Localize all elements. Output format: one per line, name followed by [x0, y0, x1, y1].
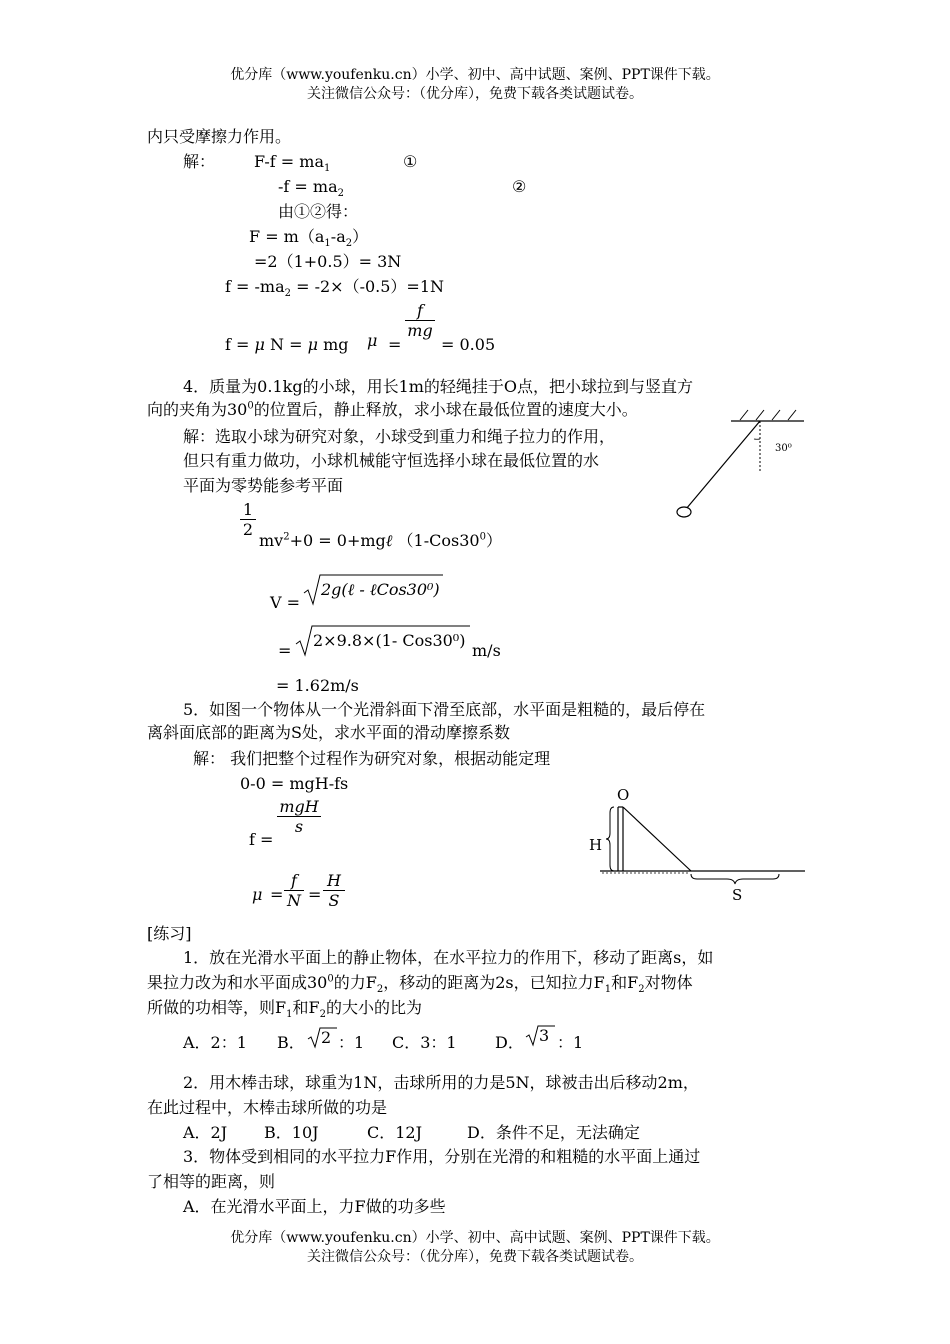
- footer-line-2: 关注微信公众号：（优分库），免费下载各类试题试卷。: [307, 1249, 643, 1265]
- incline-diagram: [580, 783, 810, 908]
- practice-title: [练习]: [147, 924, 192, 943]
- f-label: f =: [249, 830, 274, 849]
- velocity-label: V =: [270, 593, 301, 612]
- p1-option-c: C．3：1: [392, 1033, 457, 1052]
- mu-equals-2: =: [308, 885, 322, 904]
- equals-sign: =: [388, 335, 402, 354]
- velocity-result: = 1.62m/s: [276, 676, 359, 695]
- p3-line-1: 3．物体受到相同的水平拉力F作用，分别在光滑的和粗糙的水平面上通过: [183, 1147, 701, 1166]
- p1-line-3: 所做的功相等，则$F_1$和$F_2$的大小的比为: [147, 998, 422, 1021]
- mu-denominator-1: N: [287, 891, 301, 910]
- p3-line-2: 了相等的距离，则: [147, 1172, 276, 1191]
- solution-label: 解：: [183, 152, 216, 171]
- mu-equals-1: =: [270, 885, 284, 904]
- f-denominator: s: [294, 817, 304, 836]
- p2-option-d: D．条件不足，无法确定: [467, 1123, 640, 1142]
- ball: [677, 507, 691, 517]
- p2-line-2: 在此过程中，木棒击球所做的功是: [147, 1098, 388, 1117]
- equation-3: $F = m(a_1-a_2)$: [249, 227, 369, 250]
- p1-option-b-radicand: 2: [321, 1028, 332, 1047]
- footer-line-1: 优分库（www.youfenku.cn）小学、初中、高中试题、案例、PPT课件下载。: [230, 1230, 720, 1246]
- equals-sign-2: =: [278, 641, 292, 660]
- q5-solution: 解： 我们把整个过程作为研究对象，根据动能定理: [193, 749, 551, 768]
- derivation-text: 由①②得：: [278, 202, 359, 221]
- prev-continuation: 内只受摩擦力作用。: [147, 127, 292, 146]
- h-brace: [606, 807, 614, 871]
- sqrt-content-1: 2g(ℓ - ℓCos30⁰): [321, 580, 440, 599]
- s-brace: [691, 874, 779, 884]
- p1-option-b-tail: ：1: [338, 1033, 365, 1052]
- equation-4: =2（1+0.5）= 3N: [254, 252, 402, 271]
- mu-numerator-2: H: [327, 871, 341, 890]
- energy-equation: $mv^2+0$ = 0+mgℓ $(1-Cos30^0)$: [259, 531, 502, 550]
- incline-slope: [623, 807, 691, 871]
- pendulum-diagram: [676, 406, 806, 521]
- mu-fraction-1: [284, 871, 304, 910]
- p1-option-d-label: D．: [495, 1033, 524, 1052]
- friction-fraction: [405, 301, 435, 340]
- q4-line-1: 4．质量为0.1kg的小球，用长1m的轻绳挂于O点，把小球拉到与竖直方: [183, 377, 694, 396]
- p2-line-1: 2．用木棒击球，球重为1N，击球所用的力是5N，球被击出后移动2m，: [183, 1073, 699, 1092]
- q5-line-1: 5．如图一个物体从一个光滑斜面下滑至底部，水平面是粗糙的，最后停在: [183, 700, 706, 719]
- q4-solution-1: 解：选取小球为研究对象，小球受到重力和绳子拉力的作用，: [183, 427, 616, 446]
- equation-mark-2: ②: [512, 177, 527, 196]
- p3-option-a: A．在光滑水平面上，力F做的功多些: [183, 1197, 446, 1216]
- rope: [686, 421, 760, 509]
- p2-option-a: A．2J: [183, 1123, 228, 1142]
- velocity-unit: m/s: [472, 641, 501, 660]
- half-fraction: [240, 500, 256, 539]
- equation-6-result: = 0.05: [441, 335, 496, 354]
- q5-equation-1: 0-0 = mgH-fs: [240, 774, 349, 793]
- p1-option-b-label: B．: [277, 1033, 305, 1052]
- p1-line-2: 果拉力改为和水平面成$30^0$的力$F_2$，移动的距离为2s，已知拉力$F_1$和$F_2$对物体: [147, 973, 693, 996]
- half-denominator: 2: [242, 520, 254, 539]
- q4-line-2: 向的夹角为$30^0$的位置后，静止释放，求小球在最低位置的速度大小。: [147, 400, 638, 419]
- equation-5: $f = -ma_2 = -2\times(-0.5)=1N$: [225, 277, 445, 300]
- q4-solution-2: 但只有重力做功，小球机械能守恒选择小球在最低位置的水: [183, 451, 600, 470]
- p2-option-c: C．12J: [367, 1123, 423, 1142]
- label-o: O: [617, 786, 630, 804]
- f-numerator: mgH: [279, 797, 319, 816]
- sqrt-content-2: 2×9.8×(1- Cos30⁰): [313, 631, 466, 650]
- mu-fraction-2: [323, 871, 345, 910]
- equation-6: f = μ N = μ mg: [225, 335, 349, 354]
- p2-option-b: B．10J: [264, 1123, 319, 1142]
- mu-denominator-2: S: [328, 891, 340, 910]
- equation-mark-1: ①: [403, 152, 418, 171]
- label-s: S: [732, 886, 743, 904]
- ceiling-hatching: [740, 410, 796, 420]
- mu-symbol: μ: [367, 331, 378, 350]
- p1-option-d-tail: ：1: [557, 1033, 584, 1052]
- fraction-numerator: f: [417, 301, 423, 320]
- f-fraction: [277, 797, 321, 836]
- q4-solution-3: 平面为零势能参考平面: [183, 476, 344, 495]
- header-line-2: 关注微信公众号：（优分库），免费下载各类试题试卷。: [307, 86, 643, 102]
- equation-1: $F-f = ma_1$: [254, 152, 331, 175]
- angle-label: 30⁰: [775, 443, 792, 454]
- mu-numerator-1: f: [291, 871, 297, 890]
- label-h: H: [589, 836, 603, 854]
- half-numerator: 1: [242, 500, 254, 519]
- q5-line-2: 离斜面底部的距离为S处，求水平面的滑动摩擦系数: [147, 723, 510, 742]
- equation-2: $-f = ma_2$: [278, 177, 344, 200]
- p1-option-a: A．2：1: [183, 1033, 247, 1052]
- p1-option-d-radicand: 3: [539, 1026, 550, 1045]
- p1-line-1: 1．放在光滑水平面上的静止物体，在水平拉力的作用下，移动了距离s，如: [183, 948, 714, 967]
- fraction-denominator: mg: [407, 321, 433, 340]
- mu-label: μ: [252, 885, 263, 904]
- header-line-1: 优分库（www.youfenku.cn）小学、初中、高中试题、案例、PPT课件下载。: [230, 67, 720, 83]
